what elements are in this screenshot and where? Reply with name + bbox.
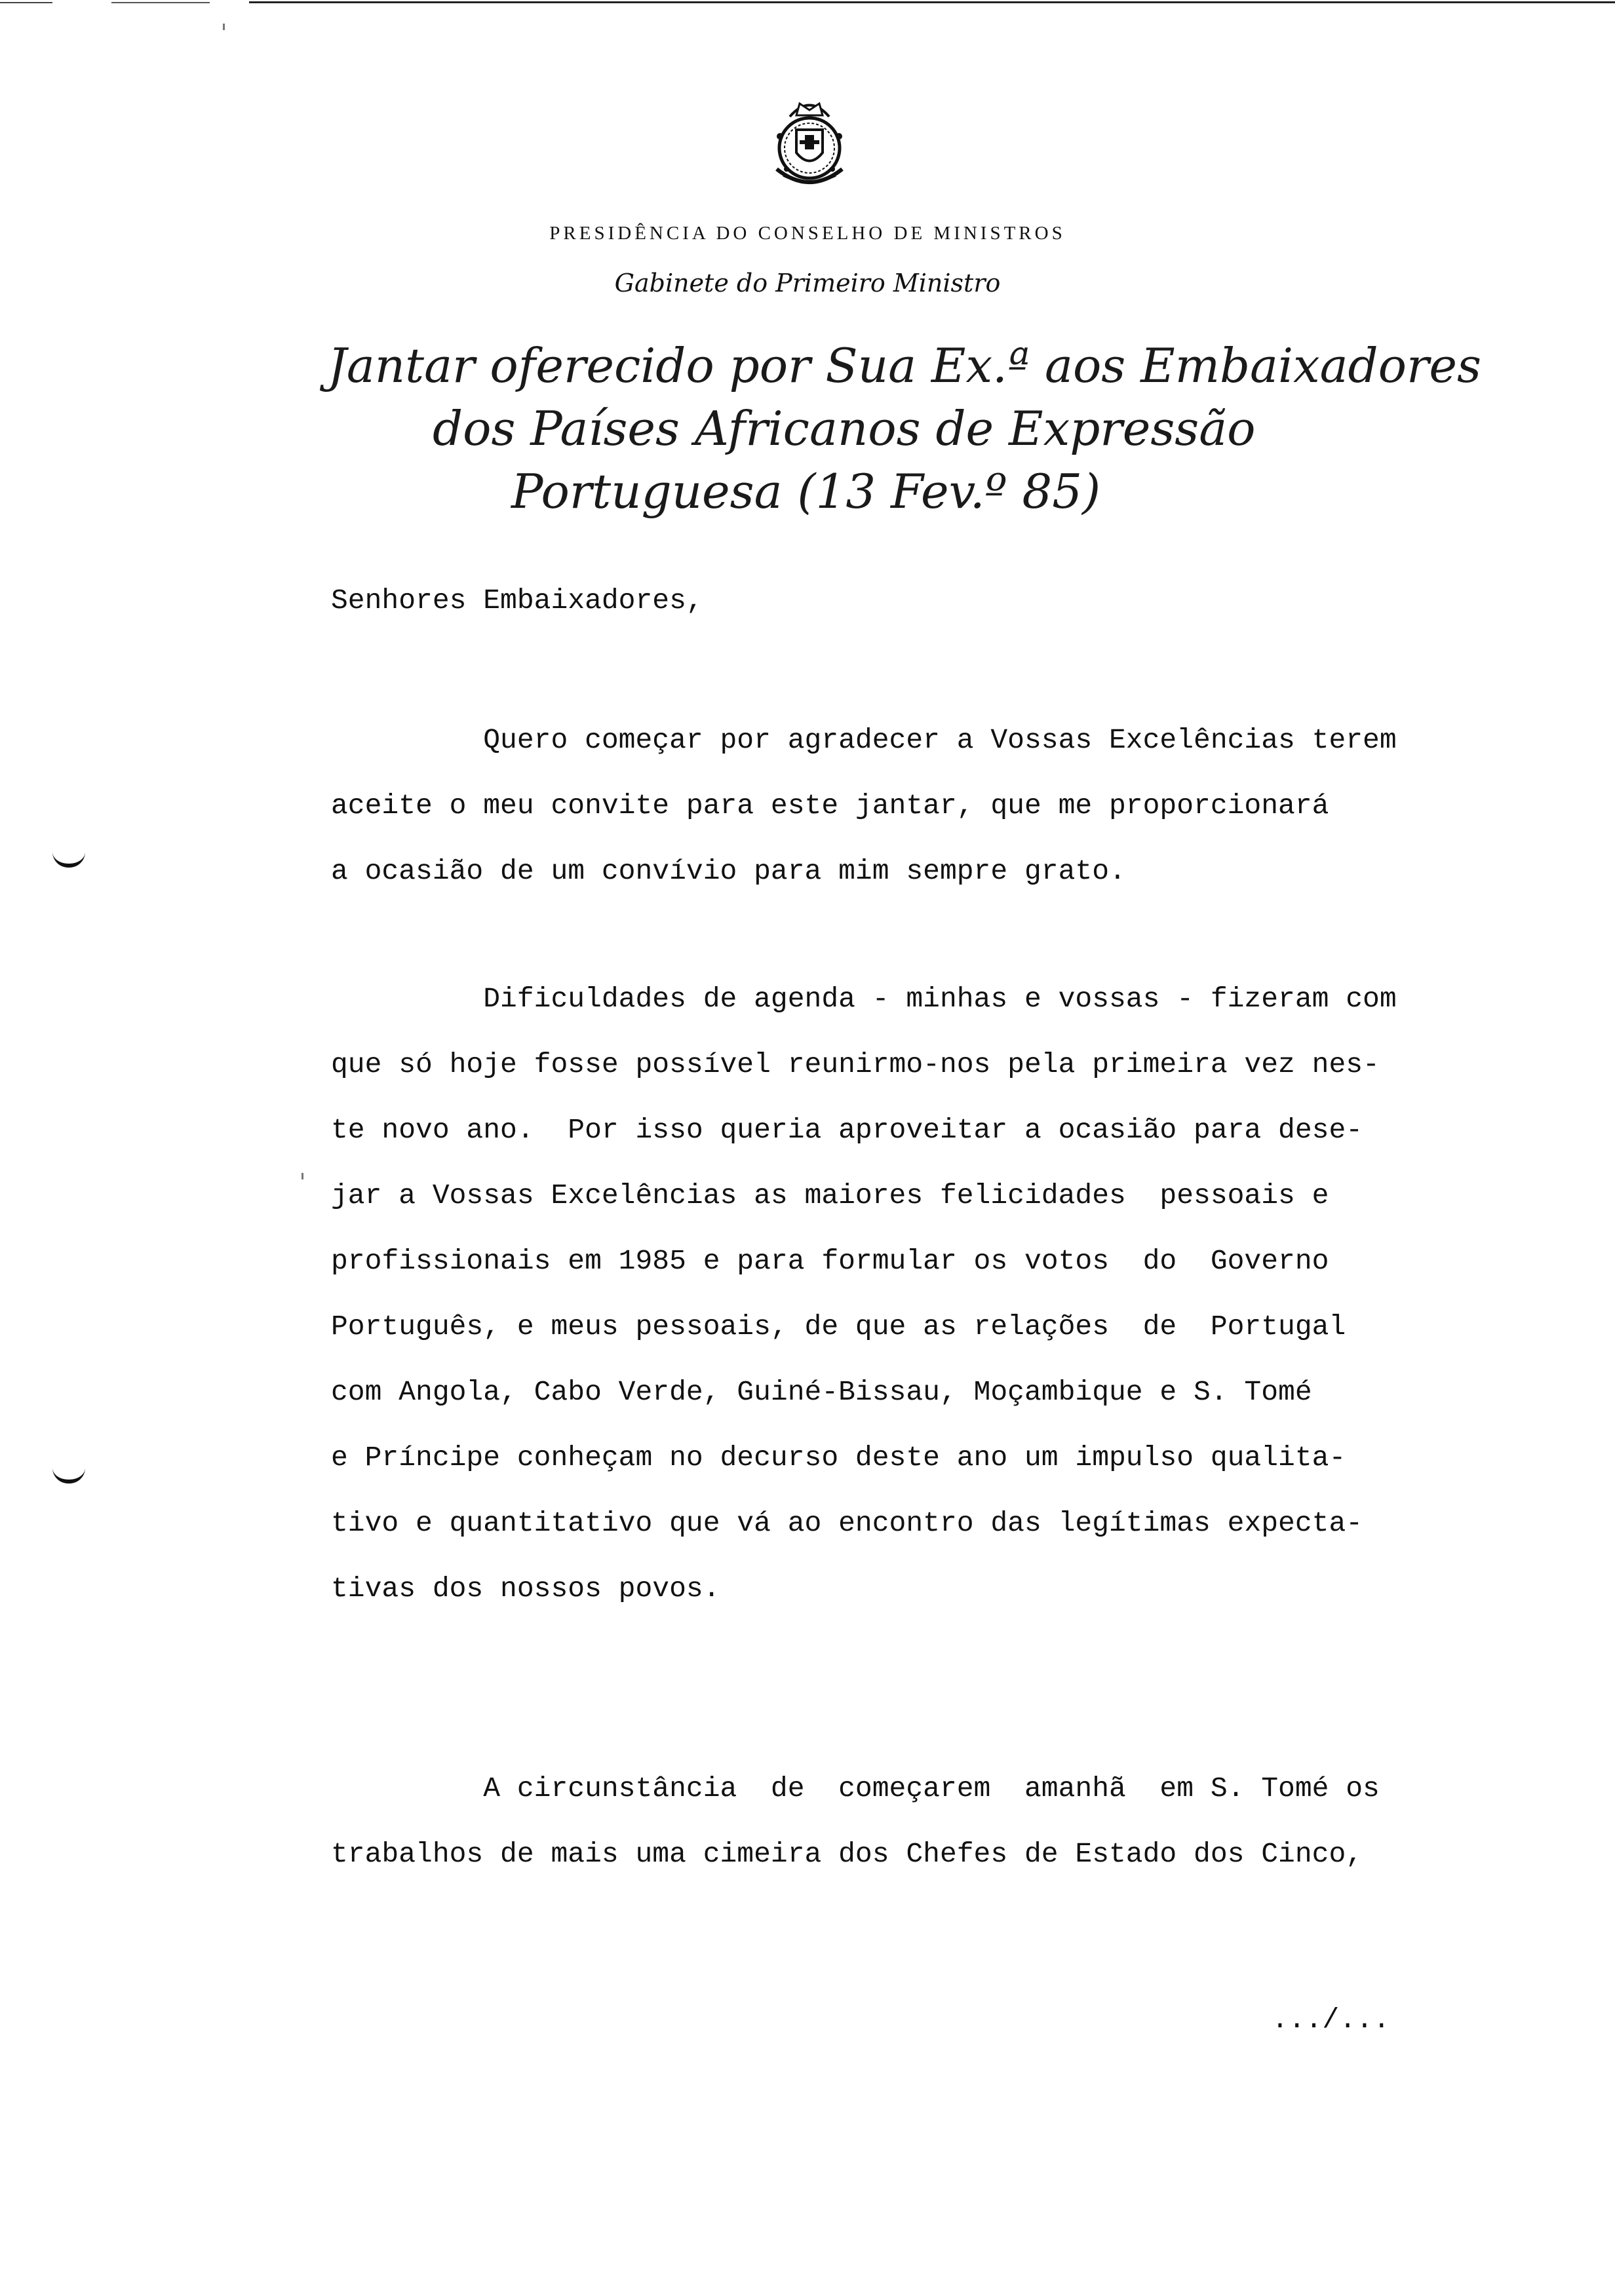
scan-speck: [302, 1173, 303, 1179]
scan-speck: [223, 24, 225, 30]
coat-of-arms-icon: [760, 90, 859, 199]
handwritten-line: dos Países Africanos de Expressão: [433, 401, 1256, 456]
punch-hole-mark: [52, 852, 85, 868]
handwritten-annotation: [302, 334, 1534, 523]
punch-hole-mark: [52, 1468, 85, 1483]
continuation-marker: .../...: [1272, 2004, 1390, 2036]
scan-edge-line-mid: [111, 2, 210, 3]
paragraph: Quero começar por agradecer a Vossas Excelências terem aceite o meu convite para este jantar, que me proporcionará a ocasião de um convívio para mim sempre grato.: [331, 724, 1397, 887]
paragraph: Dificuldades de agenda - minhas e vossas - fizeram com que só hoje fosse possível reunirmo-nos pela primeira vez nes- te novo ano. Por isso queria aproveitar a ocasião para dese- jar a Vossas Excelências as maiores felicidades pessoais e profissionais em 1985 e para formular os votos do Governo Português, e meus pessoais, de que as relações de Portugal com Angola, Cabo Verde, Guiné-Bissau, Moçambique e S. Tomé e Príncipe conheçam no decurso deste ano um impulso qualita- tivo e quantitativo que vá ao encontro das legítimas expecta- tivas dos nossos povos.: [331, 983, 1397, 1605]
scan-edge-line-left: [0, 2, 52, 3]
paragraph: A circunstância de começarem amanhã em S. Tomé os trabalhos de mais uma cimeira dos Chefes de Estado dos Cinco,: [331, 1772, 1380, 1870]
handwritten-line: Jantar oferecido por Sua Ex.ª aos Embaixadores: [328, 338, 1481, 393]
salutation: Senhores Embaixadores,: [331, 584, 703, 617]
handwritten-line: Portuguesa (13 Fev.º 85): [511, 464, 1101, 519]
scan-edge-line: [249, 1, 1615, 3]
institution-name: PRESIDÊNCIA DO CONSELHO DE MINISTROS: [549, 223, 1066, 244]
office-name: Gabinete do Primeiro Ministro: [614, 269, 1001, 297]
